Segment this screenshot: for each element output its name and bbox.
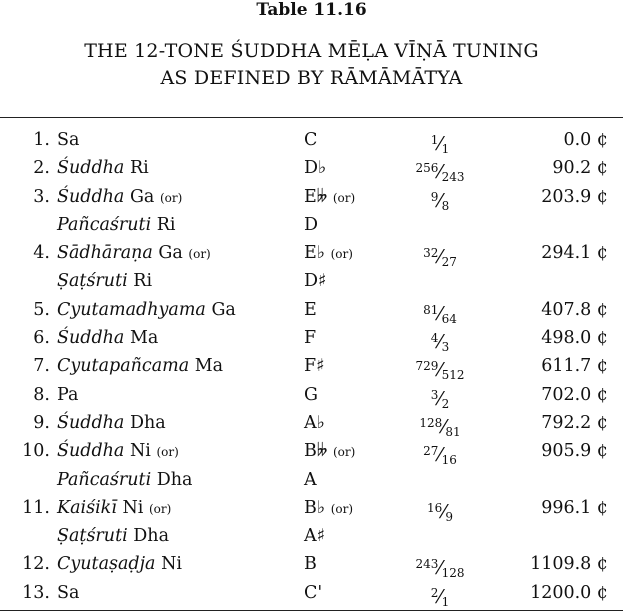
note-name: C' xyxy=(304,582,323,603)
note-name: G xyxy=(304,384,318,405)
svara-base: Ga xyxy=(124,186,155,207)
svara-qualifier: Sādhāraṇa xyxy=(57,243,153,264)
ratio-numerator: 9 xyxy=(430,189,439,204)
row-number: 6. xyxy=(33,328,50,349)
svara-qualifier: Śuddha xyxy=(57,412,125,433)
western-note xyxy=(304,466,317,494)
ratio-numerator: 2 xyxy=(430,585,439,600)
ratio-slash: ⁄ xyxy=(438,444,442,467)
ratio-denominator: 128 xyxy=(441,566,465,581)
western-note xyxy=(304,579,322,607)
ratio-numerator: 27 xyxy=(423,444,439,459)
ratio-numerator: 81 xyxy=(423,302,439,317)
table-row xyxy=(0,211,623,239)
western-note xyxy=(304,154,326,182)
row-number: 5. xyxy=(33,299,50,320)
ratio-slash: ⁄ xyxy=(438,161,442,184)
ratio-slash: ⁄ xyxy=(438,585,442,608)
row-number: 10. xyxy=(22,441,50,462)
table-row xyxy=(0,183,623,211)
table-row xyxy=(0,296,623,324)
table-title xyxy=(0,38,623,92)
row-number: 4. xyxy=(33,243,50,264)
western-note xyxy=(304,239,353,268)
or-marker: (or) xyxy=(159,190,183,205)
cents-value: 905.9 ¢ xyxy=(541,441,608,462)
western-note xyxy=(304,409,325,437)
cents-value: 0.0 ¢ xyxy=(563,130,608,150)
note-name: B xyxy=(304,554,317,575)
ratio-denominator: 64 xyxy=(441,311,457,326)
svara-name xyxy=(57,267,152,295)
ratio-numerator: 729 xyxy=(415,359,439,374)
ratio-slash: ⁄ xyxy=(438,331,442,354)
svara-base: Ma xyxy=(124,328,159,349)
svara-base: Dha xyxy=(151,469,193,490)
note-name: A♭ xyxy=(304,412,325,433)
svara-qualifier: Kaiśikī xyxy=(57,497,117,518)
svara-base: Dha xyxy=(124,412,166,433)
svara-qualifier: Ṣaṭśruti xyxy=(57,271,128,292)
svara-qualifier: Pañcaśruti xyxy=(57,214,152,235)
svara-qualifier: Śuddha xyxy=(57,158,125,179)
svara-base: Ni xyxy=(116,497,144,518)
table-row xyxy=(0,579,623,607)
note-name: A♯ xyxy=(304,526,326,547)
cents-value: 407.8 ¢ xyxy=(541,299,608,320)
western-note xyxy=(304,296,317,324)
table-label: Table 11.16 xyxy=(256,0,367,20)
ratio-numerator: 1 xyxy=(430,133,439,147)
western-note xyxy=(304,352,325,380)
svara-base: Pa xyxy=(57,384,79,405)
ratio-numerator: 128 xyxy=(419,415,443,430)
note-or-marker: (or) xyxy=(330,247,353,262)
ratio-slash: ⁄ xyxy=(438,302,442,325)
cents-value: 792.2 ¢ xyxy=(541,412,608,433)
svara-base: Dha xyxy=(127,526,170,547)
svara-base: Ga xyxy=(205,299,236,320)
ratio-denominator: 81 xyxy=(445,424,461,439)
ratio-denominator: 27 xyxy=(441,255,457,270)
note-name: B♭ xyxy=(304,497,326,518)
western-note xyxy=(304,267,327,295)
ratio-numerator: 32 xyxy=(423,246,439,261)
cents-value: 1200.0 ¢ xyxy=(530,582,608,603)
cents-value: 1109.8 ¢ xyxy=(530,554,608,575)
svara-base: Ni xyxy=(155,554,182,575)
table-row xyxy=(0,437,623,468)
note-name: E♭ xyxy=(304,243,326,264)
cents-value: 702.0 ¢ xyxy=(541,384,608,405)
svara-name xyxy=(57,437,179,466)
bottom-rule xyxy=(0,610,623,611)
table-row xyxy=(0,550,623,581)
table-row xyxy=(0,381,623,409)
svara-qualifier: Cyutaṣaḍja xyxy=(57,554,156,575)
table-row xyxy=(0,154,623,185)
svara-base: Ma xyxy=(189,356,224,377)
table-row xyxy=(0,267,623,295)
svara-base: Ga xyxy=(152,243,183,264)
svara-name xyxy=(57,522,169,550)
western-note xyxy=(304,324,316,352)
svara-name xyxy=(57,296,236,324)
note-name: E𝄫 xyxy=(304,186,328,207)
svara-name xyxy=(57,409,166,437)
note-name: C xyxy=(304,130,318,150)
note-name: D♯ xyxy=(304,271,327,292)
western-note xyxy=(304,126,317,154)
svara-name xyxy=(57,494,171,523)
svara-name xyxy=(57,183,182,212)
row-number: 11. xyxy=(22,497,50,518)
svara-name xyxy=(57,466,193,494)
ratio-slash: ⁄ xyxy=(438,246,442,269)
svara-qualifier: Pañcaśruti xyxy=(57,469,152,490)
tuning-table xyxy=(0,126,623,607)
note-or-marker: (or) xyxy=(330,501,354,516)
note-name: D xyxy=(304,214,319,235)
row-number: 9. xyxy=(33,412,50,433)
svara-name xyxy=(57,352,223,380)
svara-name xyxy=(57,579,79,607)
or-marker: (or) xyxy=(156,445,179,460)
ratio-denominator: 2 xyxy=(441,396,450,411)
svara-name xyxy=(57,550,182,578)
svara-name xyxy=(57,126,79,154)
svara-name xyxy=(57,324,158,352)
title-line-2: AS DEFINED BY RĀMĀMĀTYA xyxy=(160,67,463,89)
note-name: D♭ xyxy=(304,158,327,179)
svara-qualifier: Cyutamadhyama xyxy=(57,299,206,320)
western-note xyxy=(304,211,318,239)
note-name: F♯ xyxy=(304,356,325,377)
cents-value: 498.0 ¢ xyxy=(541,328,608,349)
cents-value: 611.7 ¢ xyxy=(541,356,608,377)
ratio-denominator: 243 xyxy=(441,170,465,185)
ratio-slash: ⁄ xyxy=(438,133,442,155)
row-number: 12. xyxy=(22,554,50,575)
svara-qualifier: Ṣaṭśruti xyxy=(57,526,128,547)
ratio-denominator: 9 xyxy=(445,509,454,524)
ratio-numerator: 4 xyxy=(430,331,439,346)
western-note xyxy=(304,381,318,409)
svara-base: Sa xyxy=(57,130,80,150)
svara-base: Sa xyxy=(57,582,80,603)
ratio-slash: ⁄ xyxy=(438,387,442,410)
cents-value: 203.9 ¢ xyxy=(541,186,608,207)
ratio-slash: ⁄ xyxy=(438,189,442,212)
cents-value: 996.1 ¢ xyxy=(541,497,608,518)
note-name: E xyxy=(304,299,317,320)
western-note xyxy=(304,494,353,523)
western-note xyxy=(304,522,325,550)
western-note xyxy=(304,437,355,466)
svara-name xyxy=(57,381,78,409)
ratio-slash: ⁄ xyxy=(438,359,442,382)
ratio-denominator: 1 xyxy=(441,594,450,609)
note-name: B𝄫 xyxy=(304,441,328,462)
ratio-denominator: 8 xyxy=(441,198,450,213)
western-note xyxy=(304,183,355,212)
svara-name xyxy=(57,154,149,182)
ratio-numerator: 3 xyxy=(430,387,439,402)
ratio-slash: ⁄ xyxy=(442,415,446,438)
svara-qualifier: Cyutapañcama xyxy=(57,356,190,377)
table-row xyxy=(0,126,623,154)
svara-name xyxy=(57,239,211,268)
row-number: 1. xyxy=(33,130,50,150)
title-line-1: THE 12-TONE ŚUDDHA MĒḶA VĪṆĀ TUNING xyxy=(84,40,539,62)
svara-qualifier: Śuddha xyxy=(57,328,125,349)
table-row xyxy=(0,352,623,383)
svara-qualifier: Śuddha xyxy=(57,186,125,207)
svara-base: Ri xyxy=(151,214,176,235)
or-marker: (or) xyxy=(148,501,172,516)
cents-value: 90.2 ¢ xyxy=(552,158,608,179)
svara-base: Ni xyxy=(124,441,151,462)
table-row xyxy=(0,239,623,270)
ratio-numerator: 256 xyxy=(415,161,439,176)
ratio-denominator: 512 xyxy=(441,368,465,383)
cents-value: 294.1 ¢ xyxy=(541,243,608,264)
note-name: A xyxy=(304,469,317,490)
top-rule xyxy=(0,117,623,118)
svara-base: Ri xyxy=(127,271,153,292)
table-row xyxy=(0,324,623,355)
ratio-denominator: 1 xyxy=(441,142,450,156)
western-note xyxy=(304,550,317,578)
row-number: 8. xyxy=(33,384,50,405)
ratio-slash: ⁄ xyxy=(438,557,442,580)
ratio-numerator: 243 xyxy=(415,557,439,572)
ratio-numerator: 16 xyxy=(426,500,443,515)
table-row xyxy=(0,494,623,522)
svara-base: Ri xyxy=(124,158,149,179)
svara-qualifier: Śuddha xyxy=(57,441,125,462)
note-name: F xyxy=(304,328,317,349)
note-or-marker: (or) xyxy=(332,445,356,460)
table-row xyxy=(0,409,623,437)
table-row xyxy=(0,522,623,550)
row-number: 7. xyxy=(33,356,50,377)
row-number: 3. xyxy=(33,186,50,207)
or-marker: (or) xyxy=(188,247,211,262)
ratio-denominator: 16 xyxy=(441,453,457,468)
ratio-slash: ⁄ xyxy=(442,500,446,523)
svara-name xyxy=(57,211,176,239)
row-number: 2. xyxy=(33,158,50,179)
note-or-marker: (or) xyxy=(332,190,356,205)
row-number: 13. xyxy=(22,582,50,603)
ratio-denominator: 3 xyxy=(441,340,450,355)
table-row xyxy=(0,466,623,494)
